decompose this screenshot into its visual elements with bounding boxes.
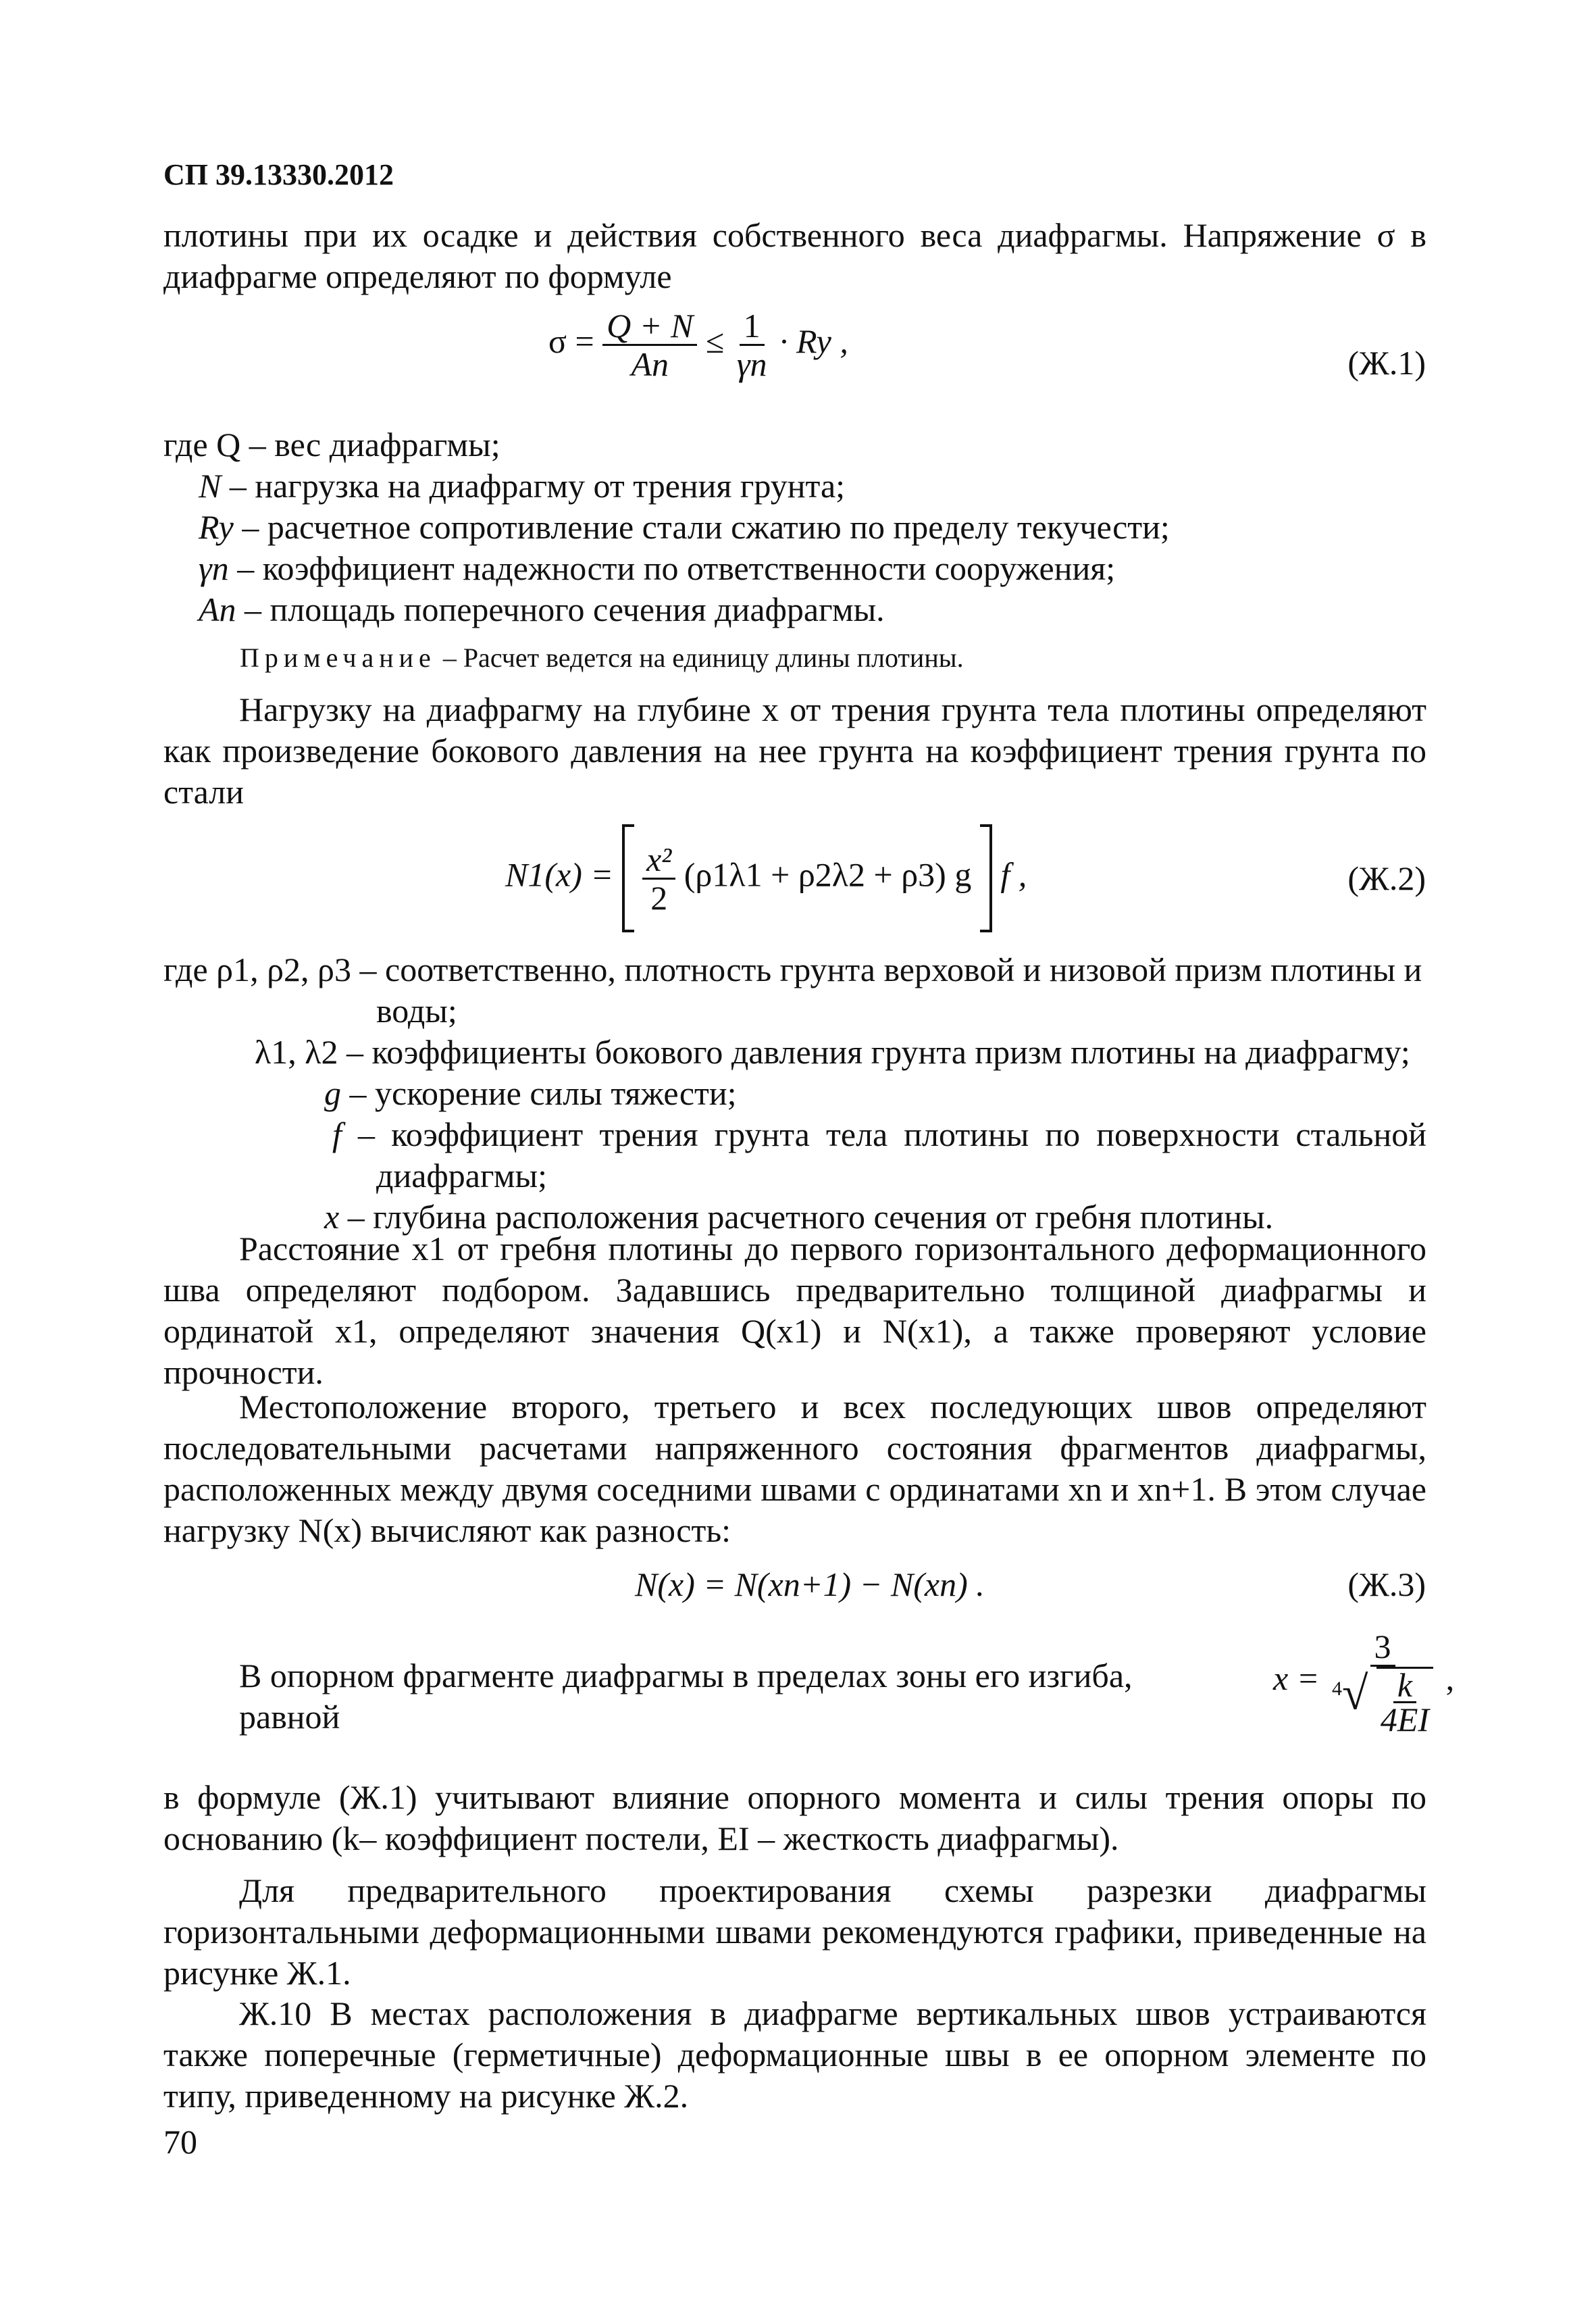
legend-term: N (199, 467, 222, 505)
paragraph-stress-intro: плотины при их осадке и действия собственного веса диафрагмы. Напряжение σ в диафрагме определяют по формуле (163, 216, 1426, 295)
eq2-denominator: 2 (650, 878, 668, 917)
legend-term: где Q (163, 426, 241, 463)
eq4-root-index: 4 (1331, 1678, 1342, 1701)
eq1-denominator-2: γn (736, 345, 767, 383)
eq3-expression: N(x) = N(xn+1) − N(xn) . (635, 1565, 985, 1603)
paragraph-support-fragment: В опорном фрагменте диафрагмы в пределах зоны его изгиба, равной (239, 1657, 1133, 1736)
legend-term: f (332, 1115, 342, 1153)
equation-label-zh1: (Ж.1) (1347, 344, 1426, 382)
equation-label-zh3: (Ж.3) (1347, 1565, 1426, 1603)
legend-row (163, 548, 1426, 589)
note (240, 637, 964, 678)
legend-desc: – площадь поперечного сечения диафрагмы. (244, 590, 885, 628)
radical-sign-icon: √ (1341, 1667, 1368, 1720)
legend-term: λ1, λ2 (255, 1033, 338, 1071)
eq4-radicand-numerator: k (1393, 1669, 1416, 1703)
eq4-numerator: 3 (1370, 1628, 1395, 1667)
legend-term: γn (199, 549, 229, 587)
legend-term: где ρ1, ρ2, ρ3 (163, 951, 352, 988)
legend-row (163, 466, 1426, 507)
eq4-lhs: x = (1273, 1659, 1320, 1697)
equation-bending-zone (1273, 1628, 1454, 1736)
eq4-radicand (1376, 1667, 1433, 1736)
note-label: Примечание (240, 643, 436, 673)
eq4-tail: , (1445, 1659, 1455, 1697)
legend-desc: – нагрузка на диафрагму от трения грунта; (229, 467, 846, 505)
equation-zh1 (548, 307, 848, 382)
eq4-radicand-denominator: 4EI (1380, 1701, 1430, 1738)
eq1-tail: · Ry , (779, 322, 848, 360)
legend-row (163, 949, 1426, 1032)
eq1-fraction (602, 307, 697, 382)
legend-load (163, 949, 1426, 1238)
equation-label-zh2: (Ж.2) (1347, 859, 1426, 897)
eq2-fraction (642, 841, 675, 916)
eq2-tail: f , (1000, 855, 1027, 894)
eq1-denominator: An (631, 345, 669, 383)
paragraph-support-moment: в формуле (Ж.1) учитывают влияние опорного момента и силы трения опоры по основанию (k– коэффициент постели, EI – жесткость диафрагмы). (163, 1778, 1426, 1857)
eq4-fraction (1328, 1628, 1437, 1736)
right-bracket (980, 824, 992, 932)
legend-term: Ry (199, 508, 234, 546)
eq2-lhs: N1(x) = (505, 855, 614, 894)
paragraph-load-depth: Нагрузку на диафрагму на глубине x от трения грунта тела плотины определяют как произведение бокового давления на нее грунта на коэффициент трения грунта по стали (163, 690, 1426, 811)
legend-term: An (199, 590, 236, 628)
legend-desc: – вес диафрагмы; (249, 426, 500, 463)
legend-desc: – расчетное сопротивление стали сжатию по пределу текучести; (242, 508, 1170, 546)
paragraph-first-joint: Расстояние x1 от гребня плотины до первого горизонтального деформационного шва определяют подбором. Задавшись предварительно толщиной диафрагмы и ординатой x1, определяют значения Q(x1) и N(x1), а также проверяют условие прочности. (163, 1230, 1426, 1391)
eq1-lhs: σ = (548, 322, 594, 360)
document-code: СП 39.13330.2012 (163, 158, 394, 191)
legend-desc: – глубина расположения расчетного сечения от гребня плотины. (347, 1198, 1274, 1236)
eq1-numerator-2: 1 (740, 307, 765, 346)
eq4-radical (1328, 1667, 1437, 1736)
legend-row (163, 589, 1426, 630)
legend-desc: – ускорение силы тяжести; (349, 1074, 737, 1112)
eq2-body: (ρ1λ1 + ρ2λ2 + ρ3) g (684, 855, 972, 894)
paragraph-graphs: Для предварительного проектирования схемы разрезки диафрагмы горизонтальными деформационными швами рекомендуются графики, приведенные на рисунке Ж.1. (163, 1871, 1426, 1992)
equation-zh2 (505, 824, 1027, 932)
eq1-relation: ≤ (705, 322, 725, 360)
legend-desc: – коэффициент трения грунта тела плотины по поверхности стальной диафрагмы; (358, 1115, 1426, 1194)
legend-desc: – коэффициент надежности по ответственности сооружения; (237, 549, 1116, 587)
legend-desc: – соответственно, плотность грунта верховой и низовой призм плотины и воды; (359, 951, 1422, 1030)
legend-term: g (324, 1074, 341, 1112)
legend-row (163, 1073, 1426, 1114)
legend-term: x (324, 1198, 340, 1236)
legend-row (163, 507, 1426, 548)
paragraph-next-joints: Местоположение второго, третьего и всех последующих швов определяют последовательными расчетами напряженного состояния фрагментов диафрагмы, расположенных между двумя соседними швами с ординатами xn и xn+1. В этом случае нагрузку N(x) вычисляют как разность: (163, 1388, 1426, 1549)
eq2-numerator: x² (642, 841, 675, 880)
left-bracket (622, 824, 634, 932)
legend-row (163, 1114, 1426, 1197)
equation-zh3 (635, 1564, 985, 1605)
legend-row (163, 1032, 1426, 1073)
page-number: 70 (163, 2123, 197, 2161)
legend-stress (163, 424, 1426, 630)
eq1-fraction-2 (733, 307, 771, 382)
legend-desc: – коэффициенты бокового давления грунта призм плотины на диафрагму; (346, 1033, 1410, 1071)
note-text: – Расчет ведется на единицу длины плотины. (436, 643, 964, 673)
legend-row (163, 424, 1426, 466)
eq1-numerator: Q + N (602, 307, 697, 346)
paragraph-zh10: Ж.10 В местах расположения в диафрагме вертикальных швов устраиваются также поперечные (герметичные) деформационные швы в ее опорном элементе по типу, приведенному на рисунке Ж.2. (163, 1994, 1426, 2115)
